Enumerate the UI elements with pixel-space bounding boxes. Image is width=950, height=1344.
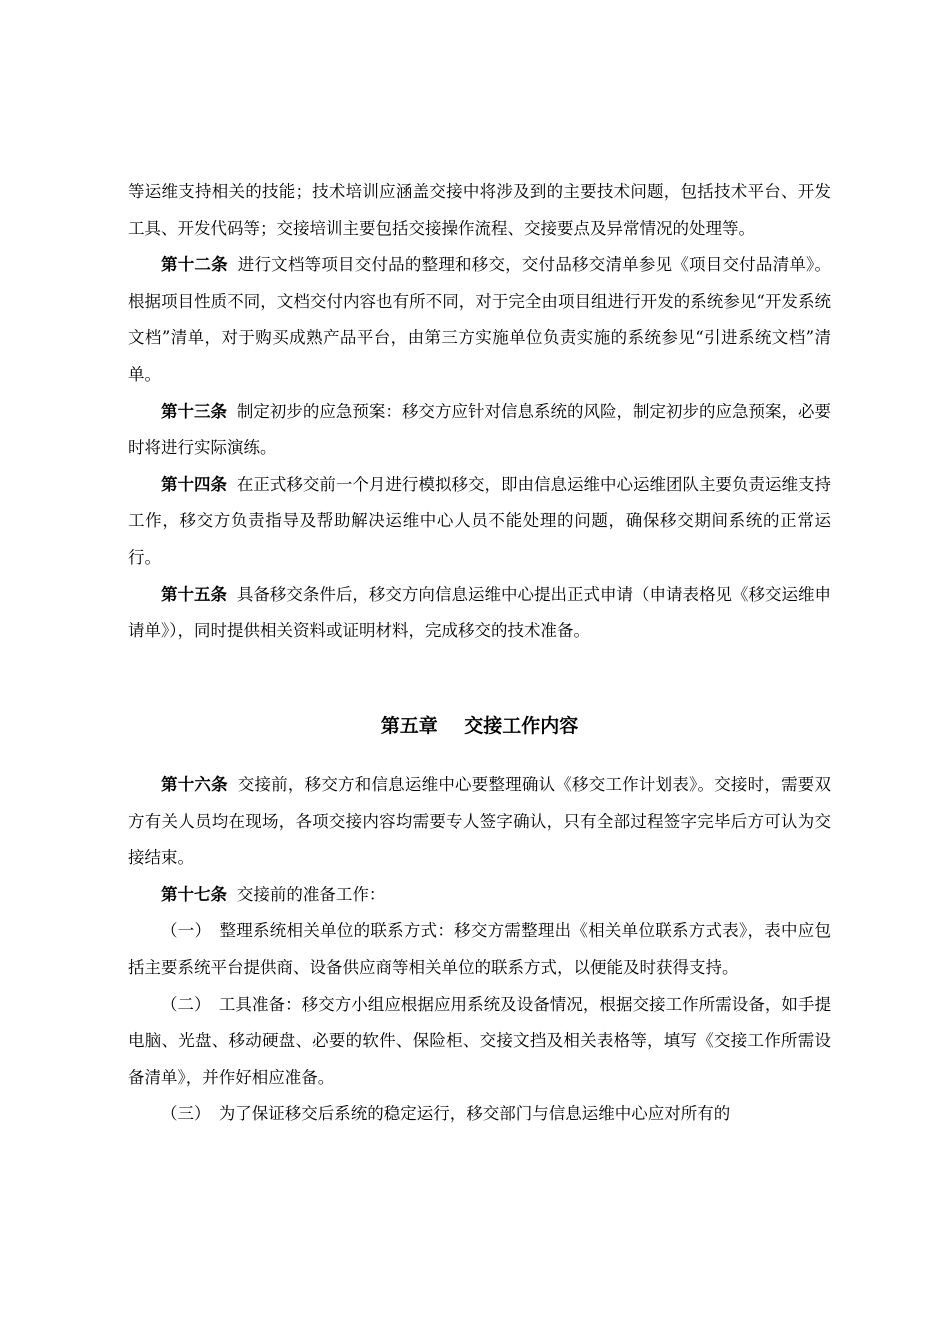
article-16 bbox=[128, 767, 831, 877]
paragraph-continuation bbox=[128, 174, 831, 247]
article-number: 第十二条 bbox=[161, 255, 228, 275]
chapter-number: 第五章 bbox=[380, 715, 438, 737]
list-item-number: （二） bbox=[161, 994, 211, 1014]
chapter-heading bbox=[128, 706, 831, 746]
list-item-text: 为了保证移交后系统的稳定运行，移交部门与信息运维中心应对所有的 bbox=[218, 1104, 731, 1124]
article-14 bbox=[128, 467, 831, 577]
article-text: 在正式移交前一个月进行模拟移交，即由信息运维中心运维团队主要负责运维支持工作，移交方负责指导及帮助解决运维中心人员不能处理的问题，确保移交期间系统的正常运行。 bbox=[128, 474, 832, 567]
article-text: 交接前的准备工作： bbox=[236, 884, 386, 904]
article-number: 第十三条 bbox=[161, 401, 228, 421]
article-number: 第十五条 bbox=[161, 584, 228, 604]
chapter-title: 交接工作内容 bbox=[464, 715, 579, 737]
body-text-lower bbox=[128, 767, 831, 1133]
article-number: 第十七条 bbox=[161, 884, 227, 904]
article-text: 交接前，移交方和信息运维中心要整理确认《移交工作计划表》。交接时，需要双方有关人员均在现场，各项交接内容均需要专人签字确认，只有全部过程签字完毕后方可认为交接结束。 bbox=[128, 775, 832, 868]
article-number: 第十四条 bbox=[161, 474, 228, 494]
list-item-number: （一） bbox=[161, 921, 212, 941]
article-text: 制定初步的应急预案：移交方应针对信息系统的风险，制定初步的应急预案，必要时将进行实际演练。 bbox=[128, 401, 832, 458]
article-15 bbox=[128, 577, 831, 650]
list-item-1 bbox=[128, 913, 831, 986]
body-text-upper bbox=[128, 174, 831, 650]
article-12 bbox=[128, 247, 831, 393]
article-13 bbox=[128, 394, 831, 467]
list-item-text: 整理系统相关单位的联系方式：移交方需整理出《相关单位联系方式表》，表中应包括主要系统平台提供商、设备供应商等相关单位的联系方式，以便能及时获得支持。 bbox=[128, 921, 832, 977]
paragraph-text: 等运维支持相关的技能；技术培训应涵盖交接中将涉及到的主要技术问题，包括技术平台、开发工具、开发代码等；交接培训主要包括交接操作流程、交接要点及异常情况的处理等。 bbox=[128, 182, 831, 238]
article-text: 进行文档等项目交付品的整理和移交，交付品移交清单参见《项目交付品清单》。根据项目性质不同，文档交付内容也有所不同，对于完全由项目组进行开发的系统参见“开发系统文档”清单，对于购买成熟产品平台，由第三方实施单位负责实施的系统参见“引进系统文档”清单。 bbox=[128, 255, 832, 384]
article-number: 第十六条 bbox=[161, 775, 228, 794]
list-item-text: 工具准备：移交方小组应根据应用系统及设备情况，根据交接工作所需设备，如手提电脑、光盘、移动硬盘、必要的软件、保险柜、交接文挡及相关表格等，填写《交接工作所需设备清单》，并作好相应准备。 bbox=[128, 994, 832, 1087]
list-item-number: （三） bbox=[161, 1104, 211, 1124]
list-item-3 bbox=[128, 1096, 831, 1133]
article-text: 具备移交条件后，移交方向信息运维中心提出正式申请（申请表格见《移交运维申请单》），同时提供相关资料或证明材料，完成移交的技术准备。 bbox=[128, 584, 832, 641]
list-item-2 bbox=[128, 987, 831, 1097]
article-17 bbox=[128, 877, 831, 914]
